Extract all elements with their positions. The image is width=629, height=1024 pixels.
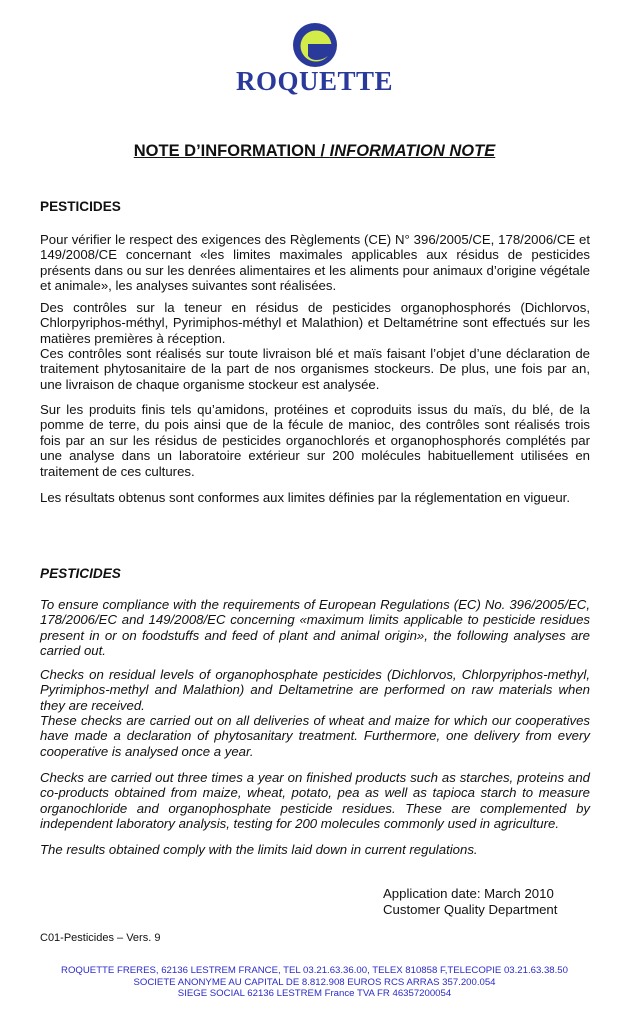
en-paragraph — [40, 770, 590, 832]
fr-paragraph — [40, 300, 590, 346]
section-heading-en: PESTICIDES — [40, 566, 121, 581]
fr-paragraph-4: Sur les produits finis tels qu’amidons, protéines et coproduits issus du maïs, du blé, de la pomme de terre, du pois ainsi que de la fécule de manioc, des contrôles sont réalisés trois fois par an sur les résidus de pesticides organochlorés et organophosphorés complétés par une analyse dans un laboratoire extérieur sur 200 molécules habituellement utilisées en traitement de ces cultures. — [40, 402, 590, 479]
footer-line: SOCIETE ANONYME AU CAPITAL DE 8.812.908 EUROS RCS ARRAS 357.200.054 — [133, 976, 496, 988]
en-paragraph — [40, 713, 590, 759]
company-logo — [0, 22, 629, 95]
fr-paragraph-5: Les résultats obtenus sont conformes aux limites définies par la réglementation en vigueur. — [40, 490, 570, 505]
department: Customer Quality Department — [383, 902, 558, 917]
en-paragraph-5: The results obtained comply with the limits laid down in current regulations. — [40, 842, 478, 857]
section-heading-fr: PESTICIDES — [40, 199, 121, 214]
en-paragraph-3: These checks are carried out on all deliveries of wheat and maize for which our cooperatives have made a declaration of phytosanitary treatment. Furthermore, one delivery from every cooperative is analysed once a year. — [40, 713, 590, 759]
en-paragraph — [40, 597, 590, 659]
en-paragraph-1: To ensure compliance with the requirements of European Regulations (EC) No. 396/2005/EC, 178/2006/EC and 149/2008/EC concerning «maximum limits applicable to pesticide residues present in or on foodstuffs and feed of plant and animal origin», the following analyses are carried out. — [40, 597, 590, 659]
fr-paragraph-1: Pour vérifier le respect des exigences des Règlements (CE) N° 396/2005/CE, 178/2006/CE et 149/2008/CE concernant «les limites maximales applicables aux résidus de pesticides présents dans ou sur les denrées alimentaires et les aliments pour animaux d’origine végétale et animale», les analyses suivantes sont réalisées. — [40, 232, 590, 294]
fr-paragraph — [40, 402, 590, 479]
company-footer — [0, 965, 629, 1000]
brand-name: ROQUETTE — [235, 66, 394, 96]
signature-block — [383, 886, 557, 918]
footer-line: SIEGE SOCIAL 62136 LESTREM France TVA FR 46357200054 — [177, 988, 452, 999]
roquette-e-logo-icon — [292, 22, 338, 68]
footer-line: ROQUETTE FRERES, 62136 LESTREM FRANCE, TEL 03.21.63.36.00, TELEX 810858 F,TELECOPIE 03.21.63.38.50 — [61, 965, 568, 976]
application-date: Application date: March 2010 — [383, 886, 554, 901]
document-reference: C01-Pesticides – Vers. 9 — [40, 932, 161, 944]
french-section — [40, 199, 590, 214]
fr-paragraph-2: Des contrôles sur la teneur en résidus de pesticides organophosphorés (Dichlorvos, Chlorpyriphos-méthyl, Pyrimiphos-méthyl et Malathion) et Deltamétrine sont effectués sur les matières premières à réception. — [40, 300, 590, 346]
en-paragraph-4: Checks are carried out three times a year on finished products such as starches, proteins and co-products obtained from maize, wheat, potato, pea as well as tapioca starch to measure organochloride and organophosphate pesticide residues. These are complemented by independent laboratory analysis, testing for 200 molecules commonly used in agriculture. — [40, 770, 590, 832]
title-fr: NOTE D’INFORMATION / — [133, 142, 326, 160]
en-paragraph — [40, 667, 590, 713]
en-paragraph — [40, 842, 590, 857]
fr-paragraph — [40, 490, 590, 505]
english-section — [40, 566, 590, 581]
en-paragraph-2: Checks on residual levels of organophosphate pesticides (Dichlorvos, Chlorpyriphos-methyl, Pyrimiphos-methyl and Malathion) and Deltametrine are performed on raw materials when they are received. — [40, 667, 590, 713]
fr-paragraph-3: Ces contrôles sont réalisés sur toute livraison blé et maïs faisant l’objet d’une déclaration de traitement phytosanitaire de la part de nos organismes stockeurs. De plus, une fois par an, une livraison de chaque organisme stockeur est analysée. — [40, 346, 590, 392]
page-title — [0, 141, 629, 161]
fr-paragraph — [40, 346, 590, 392]
fr-paragraph — [40, 232, 590, 294]
title-en: INFORMATION NOTE — [329, 142, 496, 160]
